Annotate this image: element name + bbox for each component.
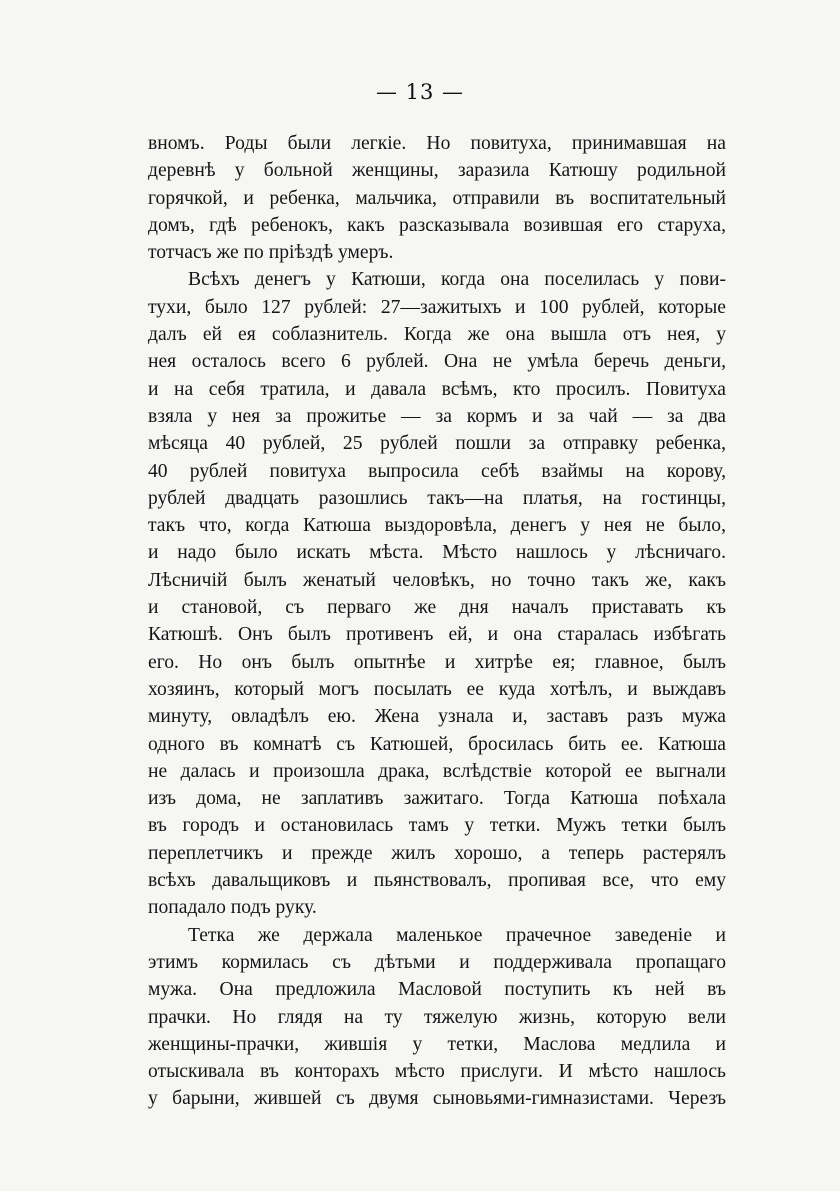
text-line: вномъ. Роды были легкіе. Но повитуха, принимавшая на: [148, 133, 726, 154]
text-line: въ городъ и остановилась тамъ у тетки. Мужъ тетки былъ: [148, 815, 726, 837]
text-line: не далась и произошла драка, вслѣдствіе которой ее выгнали: [148, 760, 726, 782]
text-line: тухи, было 127 рублей: 27—зажитыхъ и 100 рублей, которые: [148, 296, 726, 318]
text-line: нея осталось всего 6 рублей. Она не умѣла беречь деньги,: [148, 351, 726, 373]
text-line: Всѣхъ денегъ у Катюши, когда она поселилась у пови-: [188, 269, 726, 291]
text-line: Катюшѣ. Онъ былъ противенъ ей, и она старалась избѣгать: [148, 624, 726, 646]
text-line: отыскивала въ конторахъ мѣсто прислуги. И мѣсто нашлось: [148, 1061, 726, 1083]
text-line: и становой, съ перваго же дня началъ приставать къ: [148, 597, 726, 619]
text-line: этимъ кормилась съ дѣтьми и поддерживала пропащаго: [148, 951, 726, 973]
text-line: 40 рублей повитуха выпросила себѣ взаймы на корову,: [148, 460, 726, 482]
text-line: одного въ комнатѣ съ Катюшей, бросилась бить ее. Катюша: [148, 733, 726, 755]
text-line: мужа. Она предложила Масловой поступить къ ней въ: [148, 979, 726, 1001]
text-line: переплетчикъ и прежде жилъ хорошо, а теперь растерялъ: [148, 842, 726, 864]
text-line: и на себя тратила, и давала всѣмъ, кто просилъ. Повитуха: [148, 378, 726, 400]
text-line: попадало подъ руку.: [148, 897, 317, 919]
text-line: у барыни, жившей съ двумя сыновьями-гимназистами. Черезъ: [148, 1088, 726, 1110]
text-line: такъ что, когда Катюша выздоровѣла, денегъ у нея не было,: [148, 515, 726, 537]
text-line: тотчасъ же по пріѣздѣ умеръ.: [148, 242, 394, 264]
text-line: Тетка же держала маленькое прачечное заведеніе и: [188, 924, 726, 946]
text-line: взяла у нея за прожитье — за кормъ и за чай — за два: [148, 405, 726, 427]
text-line: прачки. Но глядя на ту тяжелую жизнь, которую вели: [148, 1006, 726, 1028]
text-line: Лѣсничій былъ женатый человѣкъ, но точно такъ же, какъ: [148, 569, 726, 591]
text-line: рублей двадцать разошлись такъ—на платья, на гостинцы,: [148, 487, 726, 509]
text-line: деревнѣ у больной женщины, заразила Катюшу родильной: [148, 160, 726, 182]
text-line: домъ, гдѣ ребенокъ, какъ разсказывала возившая его старуха,: [148, 214, 726, 236]
text-line: женщины-прачки, жившія у тетки, Маслова медлила и: [148, 1033, 726, 1055]
text-line: хозяинъ, который могъ посылать ее куда хотѣлъ, и выждавъ: [148, 678, 726, 700]
body-text: [148, 130, 726, 1113]
text-line: и надо было искать мѣста. Мѣсто нашлось у лѣсничаго.: [148, 542, 726, 564]
text-line: горячкой, и ребенка, мальчика, отправили въ воспитательный: [148, 187, 726, 209]
text-line: мѣсяца 40 рублей, 25 рублей пошли за отправку ребенка,: [148, 433, 726, 455]
text-line: изъ дома, не заплативъ зажитаго. Тогда Катюша поѣхала: [148, 788, 726, 810]
page-number: — 13 —: [375, 80, 465, 104]
text-line: минуту, овладѣлъ ею. Жена узнала и, заставъ разъ мужа: [148, 706, 726, 728]
text-line: его. Но онъ былъ опытнѣе и хитрѣе ея; главное, былъ: [148, 651, 726, 673]
text-line: далъ ей ея соблазнитель. Когда же она вышла отъ нея, у: [148, 324, 726, 346]
text-line: всѣхъ давальщиковъ и пьянствовалъ, пропивая все, что ему: [148, 870, 726, 892]
